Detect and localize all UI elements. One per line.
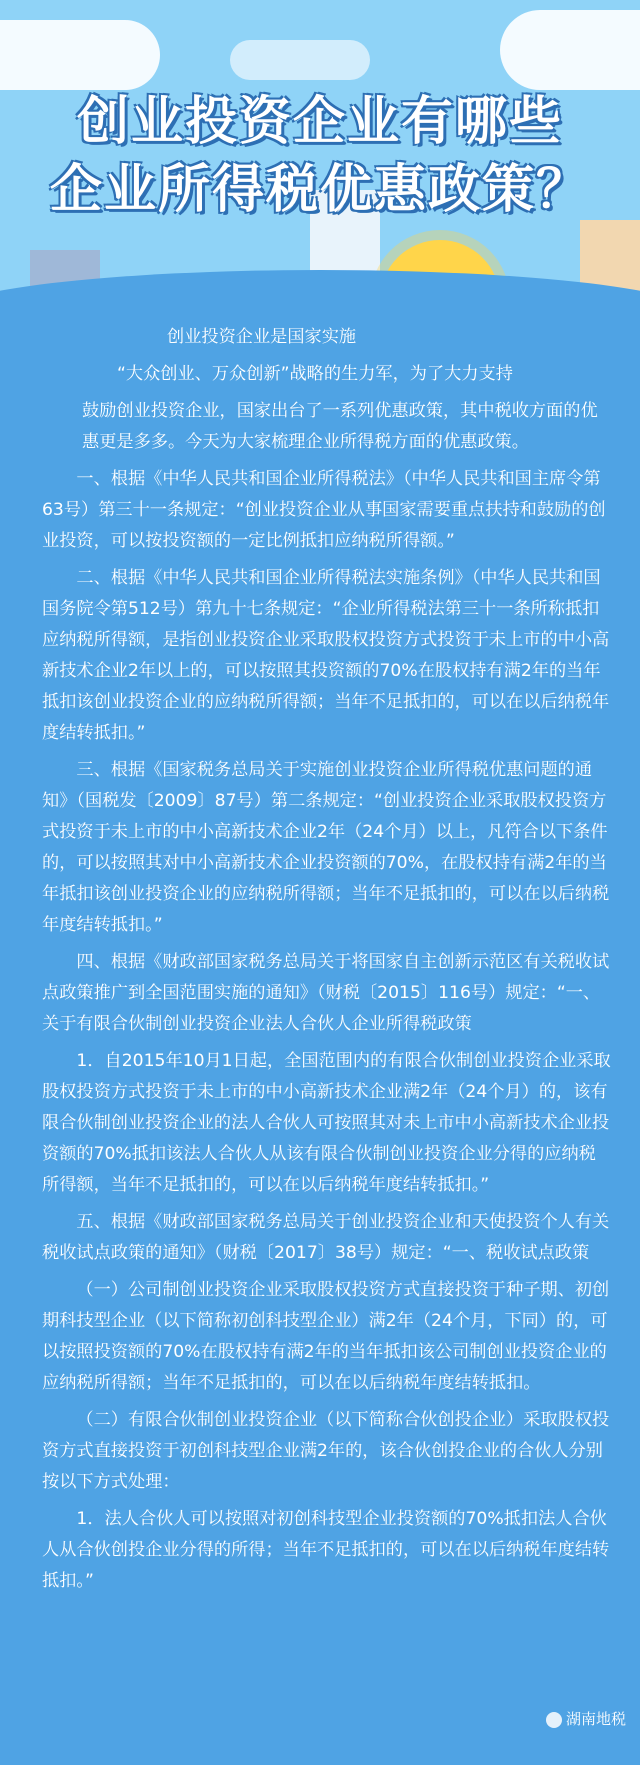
- cloud-shape: [0, 20, 160, 90]
- paragraph-9: 1．法人合伙人可以按照对初创科技型企业投资额的70%抵扣法人合伙人从合伙创投企业分得的所得；当年不足抵扣的，可以在以后纳税年度结转抵扣。”: [42, 1509, 610, 1591]
- paragraph-4: 四、根据《财政部国家税务总局关于将国家自主创新示范区有关税收试点政策推广到全国范围实施的通知》（财税〔2015〕116号）规定：“一、关于有限合伙制创业投资企业法人合伙人企业所得税政策: [42, 952, 610, 1034]
- paragraph-3: 三、根据《国家税务总局关于实施创业投资企业所得税优惠问题的通知》（国税发〔2009〕87号）第二条规定：“创业投资企业采取股权投资方式投资于未上市的中小高新技术企业2年（24个月）以上，凡符合以下条件的，可以按照其对中小高新技术企业投资额的70%，在股权持有满2年的当年抵扣该创业投资企业的应纳税所得额；当年不足抵扣的，可以在以后纳税年度结转抵扣。”: [42, 760, 610, 935]
- watermark: [546, 1708, 626, 1729]
- article-body: [42, 322, 612, 1603]
- paragraph-1: 一、根据《中华人民共和国企业所得税法》（中华人民共和国主席令第63号）第三十一条规定：“创业投资企业从事国家需要重点扶持和鼓励的创业投资，可以按投资额的一定比例抵扣应纳税所得额。”: [42, 469, 606, 551]
- page-title: [0, 88, 640, 224]
- paragraph-7: （一）公司制创业投资企业采取股权投资方式直接投资于种子期、初创期科技型企业（以下简称初创科技型企业）满2年（24个月，下同）的，可以按照投资额的70%在股权持有满2年的当年抵扣该公司制创业投资企业的应纳税所得额；当年不足抵扣的，可以在以后纳税年度结转抵扣。: [42, 1280, 610, 1393]
- paragraph-8: （二）有限合伙制创业投资企业（以下简称合伙创投企业）采取股权投资方式直接投资于初创科技型企业满2年的，该合伙创投企业的合伙人分别按以下方式处理：: [42, 1410, 610, 1492]
- intro-line-2: “大众创业、万众创新”战略的生力军，为了大力支持: [117, 364, 513, 384]
- intro-line-3: 鼓励创业投资企业，国家出台了一系列优惠政策，其中税收方面的优惠更是多多。今天为大家梳理企业所得税方面的优惠政策。: [82, 401, 598, 452]
- paragraph-2: 二、根据《中华人民共和国企业所得税法实施条例》（中华人民共和国国务院令第512号）第九十七条规定：“企业所得税法第三十一条所称抵扣应纳税所得额，是指创业投资企业采取股权投资方式投资于未上市的中小高新技术企业2年以上的，可以按照其投资额的70%在股权持有满2年的当年抵扣该创业投资企业的应纳税所得额；当年不足抵扣的，可以在以后纳税年度结转抵扣。”: [42, 568, 610, 743]
- intro-line-1: 创业投资企业是国家实施: [167, 327, 357, 347]
- wechat-icon: [546, 1712, 562, 1728]
- title-line-1: 创业投资企业有哪些: [76, 92, 563, 152]
- cloud-shape: [500, 10, 640, 90]
- cloud-shape: [230, 40, 370, 80]
- watermark-text: 湖南地税: [565, 1710, 626, 1728]
- paragraph-5: 1．自2015年10月1日起，全国范围内的有限合伙制创业投资企业采取股权投资方式投资于未上市的中小高新技术企业满2年（24个月）的，该有限合伙制创业投资企业的法人合伙人可按照其对未上市中小高新技术企业投资额的70%抵扣该法人合伙人从该有限合伙制创业投资企业分得的应纳税所得额，当年不足抵扣的，可以在以后纳税年度结转抵扣。”: [42, 1051, 611, 1195]
- paragraph-6: 五、根据《财政部国家税务总局关于创业投资企业和天使投资个人有关税收试点政策的通知》（财税〔2017〕38号）规定：“一、税收试点政策: [42, 1212, 610, 1263]
- title-line-2: 企业所得税优惠政策？: [49, 160, 590, 220]
